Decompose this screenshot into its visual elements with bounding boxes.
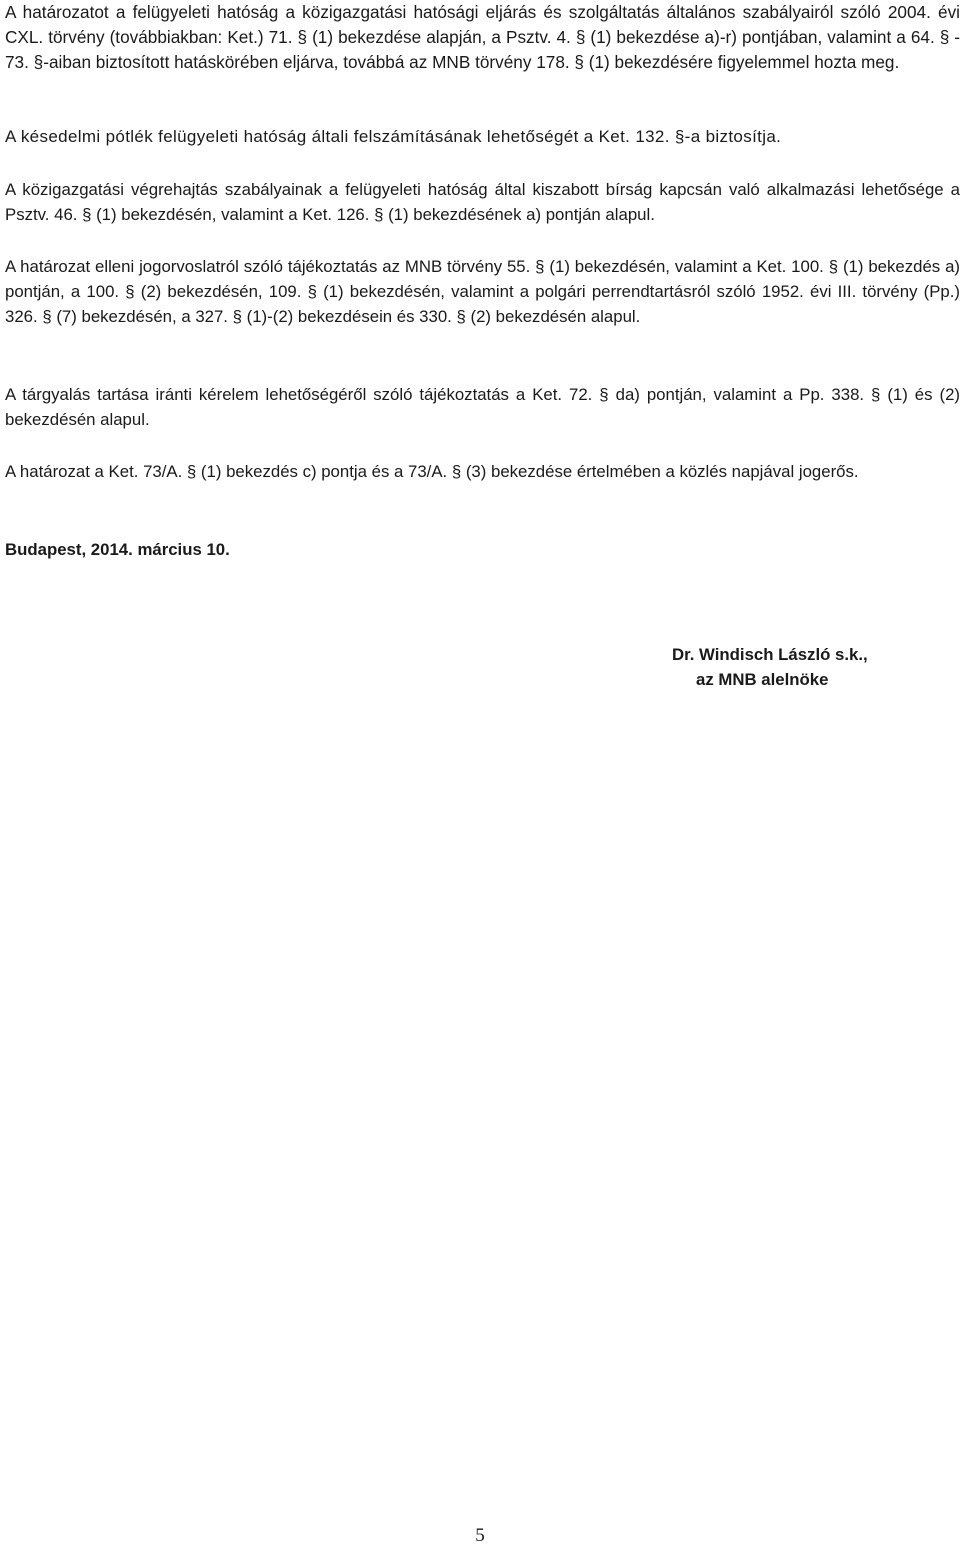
signatory-name: Dr. Windisch László s.k., [672,645,868,664]
paragraph-finality: A határozat a Ket. 73/A. § (1) bekezdés c) pontja és a 73/A. § (3) bekezdése értelmében a közlés napjával jogerős. [5,462,859,481]
paragraph-hearing-request: A tárgyalás tartása iránti kérelem lehetőségéről szóló tájékoztatás a Ket. 72. § da) pontján, valamint a Pp. 338. § (1) és (2) bekezdésén alapul. [5,385,960,429]
signature-block [672,642,868,692]
paragraph-legal-basis: A határozatot a felügyeleti hatóság a közigazgatási hatósági eljárás és szolgáltatás általános szabályairól szóló 2004. évi CXL. törvény (továbbiakban: Ket.) 71. § (1) bekezdése alapján, a Psztv. 4. § (1) bekezdése a)-r) pontjában, valamint a 64. § - 73. §-aiban biztosított hatáskörében eljárva, továbbá az MNB törvény 178. § (1) bekezdésére figyelemmel hozta meg. [5,2,960,72]
paragraph-enforcement: A közigazgatási végrehajtás szabályainak a felügyeleti hatóság által kiszabott bírság kapcsán való alkalmazási lehetősége a Psztv. 46. § (1) bekezdésén, valamint a Ket. 126. § (1) bekezdésének a) pontján alapul. [5,180,960,224]
page-number: 5 [475,1525,485,1546]
document-date: Budapest, 2014. március 10. [5,540,230,559]
paragraph-late-fee: A késedelmi pótlék felügyeleti hatóság általi felszámításának lehetőségét a Ket. 132. §-a biztosítja. [5,127,782,146]
paragraph-legal-remedy: A határozat elleni jogorvoslatról szóló tájékoztatás az MNB törvény 55. § (1) bekezdésén, valamint a Ket. 100. § (1) bekezdés a) pontján, a 100. § (2) bekezdésén, 109. § (1) bekezdésén, valamint a polgári perrendtartásról szóló 1952. évi III. törvény (Pp.) 326. § (7) bekezdésén, a 327. § (1)-(2) bekezdésein és 330. § (2) bekezdésén alapul. [5,257,960,326]
signatory-title: az MNB alelnöke [696,670,829,689]
